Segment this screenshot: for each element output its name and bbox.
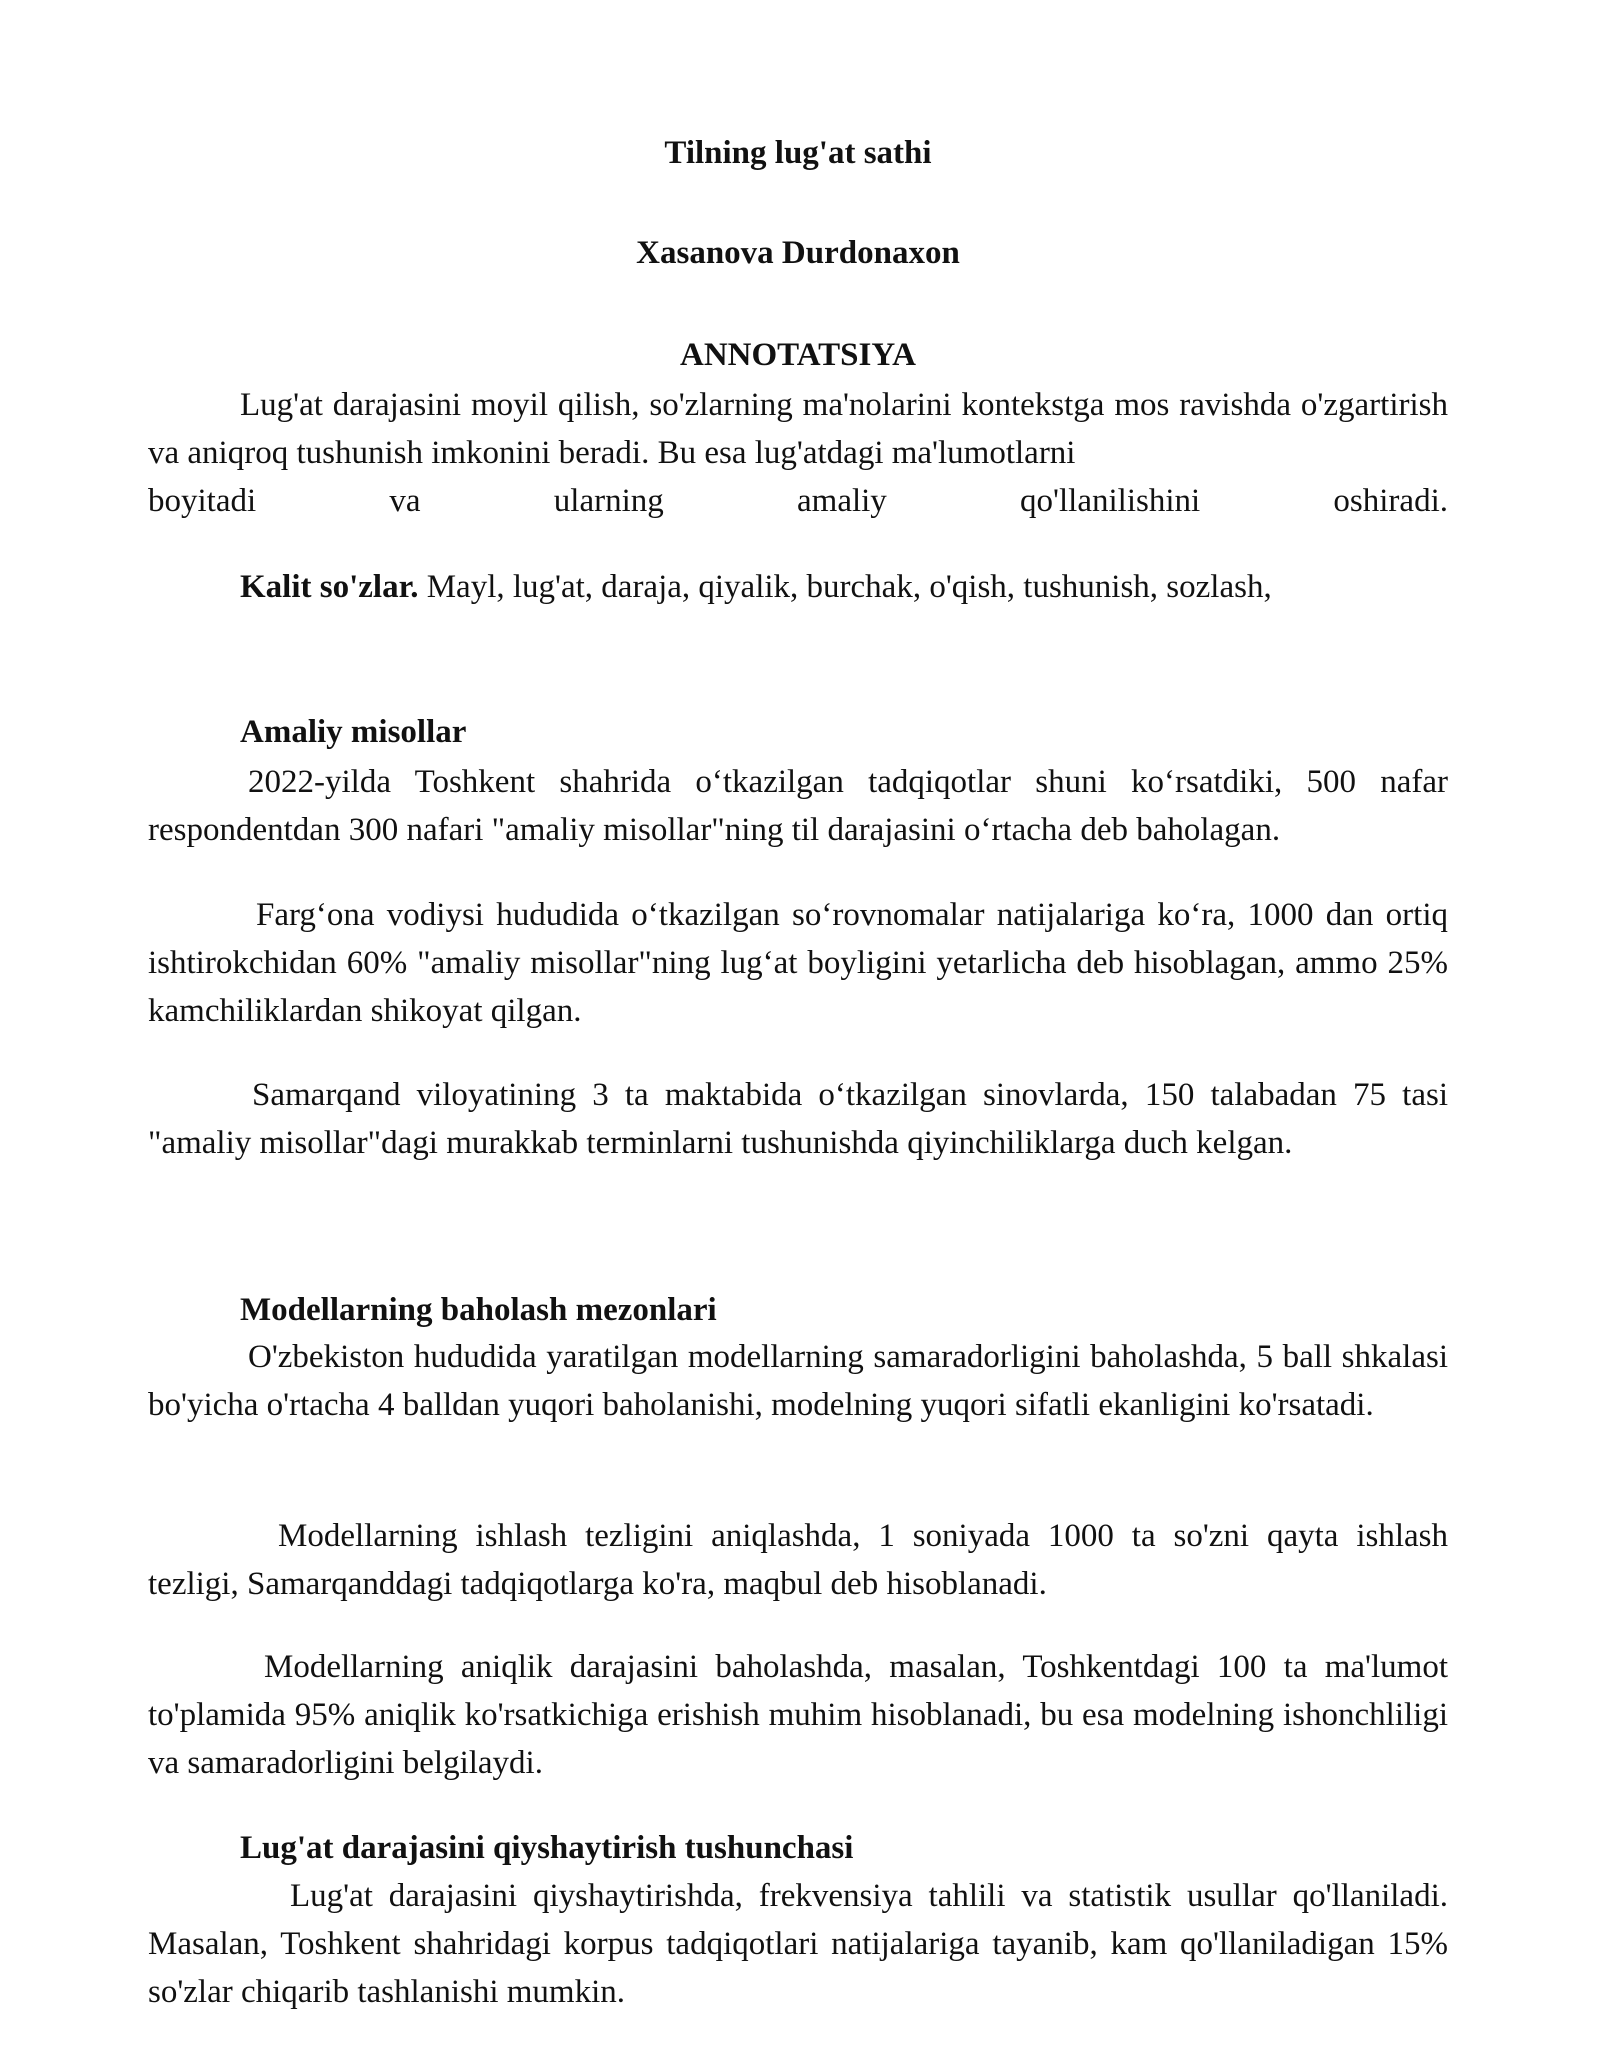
section-paragraph: Lug'at darajasini qiyshaytirishda, frekvensiya tahlili va statistik usullar qo'llaniladi. Masalan, Toshkent shahridagi korpus tadqiqotlari natijalariga tayanib, kam qo'llaniladigan 15% so'zlar chiqarib tashlanishi mumkin. xyxy=(148,1878,1448,2010)
annotation-text-last-line: boyitadi va ularning amaliy qo'llanilishini oshiradi. xyxy=(148,483,1448,519)
section-paragraph: Samarqand viloyatining 3 ta maktabida oʻtkazilgan sinovlarda, 150 talabadan 75 tasi "amaliy misollar"dagi murakkab terminlarni tushunishda qiyinchiliklarga duch kelgan. xyxy=(148,1077,1448,1161)
section-paragraph: Modellarning aniqlik darajasini baholashda, masalan, Toshkentdagi 100 ta ma'lumot to'plamida 95% aniqlik ko'rsatkichiga erishish muhim hisoblanadi, bu esa modelning ishonchliligi va samaradorligini belgilaydi. xyxy=(148,1649,1448,1781)
annotation-heading: ANNOTATSIYA xyxy=(680,337,916,373)
keywords-text: Mayl, lug'at, daraja, qiyalik, burchak, o'qish, tushunish, sozlash, xyxy=(418,569,1272,605)
author-name: Xasanova Durdonaxon xyxy=(636,235,960,271)
document-title: Tilning lug'at sathi xyxy=(664,135,932,171)
annotation-text: Lug'at darajasini moyil qilish, so'zlarning ma'nolarini kontekstga mos ravishda o'zgartirish va aniqroq tushunish imkonini beradi. Bu esa lug'atdagi ma'lumotlarni xyxy=(148,387,1448,471)
section-paragraph: 2022-yilda Toshkent shahrida oʻtkazilgan tadqiqotlar shuni koʻrsatdiki, 500 nafar respondentdan 300 nafari "amaliy misollar"ning til darajasini oʻrtacha deb baholagan. xyxy=(148,764,1448,848)
section-paragraph: O'zbekiston hududida yaratilgan modellarning samaradorligini baholashda, 5 ball shkalasi bo'yicha o'rtacha 4 balldan yuqori baholanishi, modelning yuqori sifatli ekanligini ko'rsatadi. xyxy=(148,1339,1448,1423)
section-heading: Amaliy misollar xyxy=(240,714,467,750)
section-heading: Modellarning baholash mezonlari xyxy=(240,1292,717,1328)
section-paragraph: Modellarning ishlash tezligini aniqlashda, 1 soniyada 1000 ta so'zni qayta ishlash tezligi, Samarqanddagi tadqiqotlarga ko'ra, maqbul deb hisoblanadi. xyxy=(148,1518,1448,1602)
section-heading: Lug'at darajasini qiyshaytirish tushunchasi xyxy=(240,1830,854,1866)
section-paragraph: Fargʻona vodiysi hududida oʻtkazilgan soʻrovnomalar natijalariga koʻra, 1000 dan ortiq ishtirokchidan 60% "amaliy misollar"ning lugʻat boyligini yetarlicha deb hisoblagan, ammo 25% kamchiliklardan shikoyat qilgan. xyxy=(148,897,1448,1029)
keywords-label: Kalit so'zlar. xyxy=(240,569,419,605)
keywords xyxy=(240,563,1448,611)
